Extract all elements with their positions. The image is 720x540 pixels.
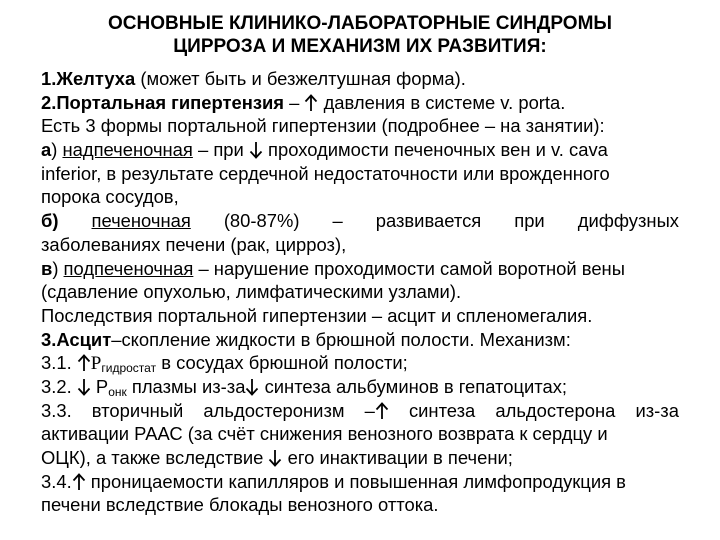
mechanism-word: из-за	[635, 399, 679, 421]
mechanism-text: ОЦК), а также вследствие	[41, 447, 269, 468]
jaundice-line	[41, 67, 679, 91]
up-arrow-icon	[304, 94, 318, 112]
content-body	[41, 67, 679, 517]
form-c-name: подпеченочная	[63, 257, 194, 279]
mechanism-4	[41, 470, 679, 494]
paren: )	[51, 139, 63, 161]
mechanism-word: альдостерона	[495, 399, 616, 421]
form-a-text: – при	[192, 139, 249, 161]
form-b-word: при	[514, 210, 545, 232]
pressure-symbol: Р	[90, 353, 102, 375]
down-arrow-icon	[249, 141, 263, 159]
consequences-line: Последствия портальной гипертензии – асцит и спленомегалия.	[41, 304, 593, 326]
mechanism-text: проницаемости капилляров и повышенная лимфопродукция в	[85, 470, 626, 492]
dash: –	[364, 399, 375, 421]
form-a-line-2: inferior, в результате сердечной недостаточности или врожденного	[41, 162, 610, 184]
form-a-line	[41, 138, 679, 162]
dash: –	[284, 91, 305, 113]
pressure-subscript: гидростат	[101, 361, 157, 376]
mechanism-text: его инактивации в печени;	[282, 447, 513, 468]
mechanism-1	[41, 351, 679, 375]
title-line-1: ОСНОВНЫЕ КЛИНИКО-ЛАБОРАТОРНЫЕ СИНДРОМЫ	[107, 13, 613, 34]
form-b-line	[41, 209, 679, 233]
up-arrow-icon	[77, 354, 91, 372]
ascites-line	[41, 328, 679, 352]
portal-text: давления в системе v. porta.	[318, 91, 566, 113]
page-title	[0, 12, 720, 58]
dash: –	[332, 210, 343, 232]
mechanism-text: плазмы из-за	[126, 375, 246, 397]
mechanism-4-line-2: печени вследствие блокады венозного оттока.	[41, 494, 439, 516]
form-c-line-2: (сдавление опухолью, лимфатическими узлами).	[41, 281, 462, 303]
mechanism-2	[41, 375, 679, 399]
mechanism-number: 3.3.	[41, 399, 72, 421]
mechanism-number: 3.2.	[41, 375, 77, 397]
form-a-line-3: порока сосудов,	[41, 186, 179, 208]
form-c-letter: в	[41, 257, 53, 279]
mechanism-3	[41, 399, 679, 423]
ascites-text: –скопление жидкости в брюшной полости. Механизм:	[111, 328, 571, 350]
form-a-name: надпеченочная	[62, 139, 193, 161]
form-b-line-2: заболеваниях печени (рак, цирроз),	[41, 233, 347, 255]
form-b-percent: (80-87%)	[223, 210, 300, 232]
form-b-word: развивается	[375, 210, 482, 232]
mechanism-word: вторичный	[91, 399, 184, 421]
ascites-heading: 3.Асцит	[41, 328, 112, 350]
form-b-word: диффузных	[577, 210, 679, 232]
down-arrow-icon	[268, 449, 282, 467]
form-a-letter: а	[41, 139, 52, 161]
form-c-text: – нарушение проходимости самой воротной вены	[193, 257, 625, 279]
mechanism-number: 3.4.	[41, 470, 72, 492]
jaundice-heading: 1.Желтуха	[41, 68, 136, 89]
form-b-name: печеночная	[91, 210, 191, 232]
mechanism-text: синтеза альбуминов в гепатоцитах;	[259, 375, 568, 397]
form-b-letter: б)	[41, 210, 59, 232]
portal-heading: 2.Портальная гипертензия	[41, 91, 284, 113]
form-a-text-2: проходимости печеночных вен и v. cava	[262, 139, 608, 161]
pressure-subscript: онк	[108, 384, 127, 399]
mechanism-word: альдостеронизм	[203, 399, 345, 421]
dash-arrow	[365, 400, 389, 421]
form-c-line	[41, 257, 679, 281]
up-arrow-icon	[375, 402, 389, 420]
paren: )	[52, 257, 64, 279]
up-arrow-icon	[72, 473, 86, 491]
down-arrow-icon	[77, 378, 91, 396]
portal-hypertension-line	[41, 91, 679, 115]
mechanism-3-line-3	[41, 446, 679, 470]
down-arrow-icon	[245, 378, 259, 396]
jaundice-text: (может быть и безжелтушная форма).	[135, 68, 466, 89]
forms-line: Есть 3 формы портальной гипертензии (подробнее – на занятии):	[41, 115, 605, 137]
mechanism-word: синтеза	[408, 399, 476, 421]
mechanism-3-line-2: активации РААС (за счёт снижения венозного возврата к сердцу и	[41, 423, 608, 445]
title-line-2: ЦИРРОЗА И МЕХАНИЗМ ИХ РАЗВИТИЯ:	[173, 36, 547, 57]
mechanism-text: в сосудах брюшной полости;	[156, 352, 408, 374]
pressure-symbol: Р	[90, 375, 109, 397]
mechanism-number: 3.1.	[41, 352, 77, 374]
